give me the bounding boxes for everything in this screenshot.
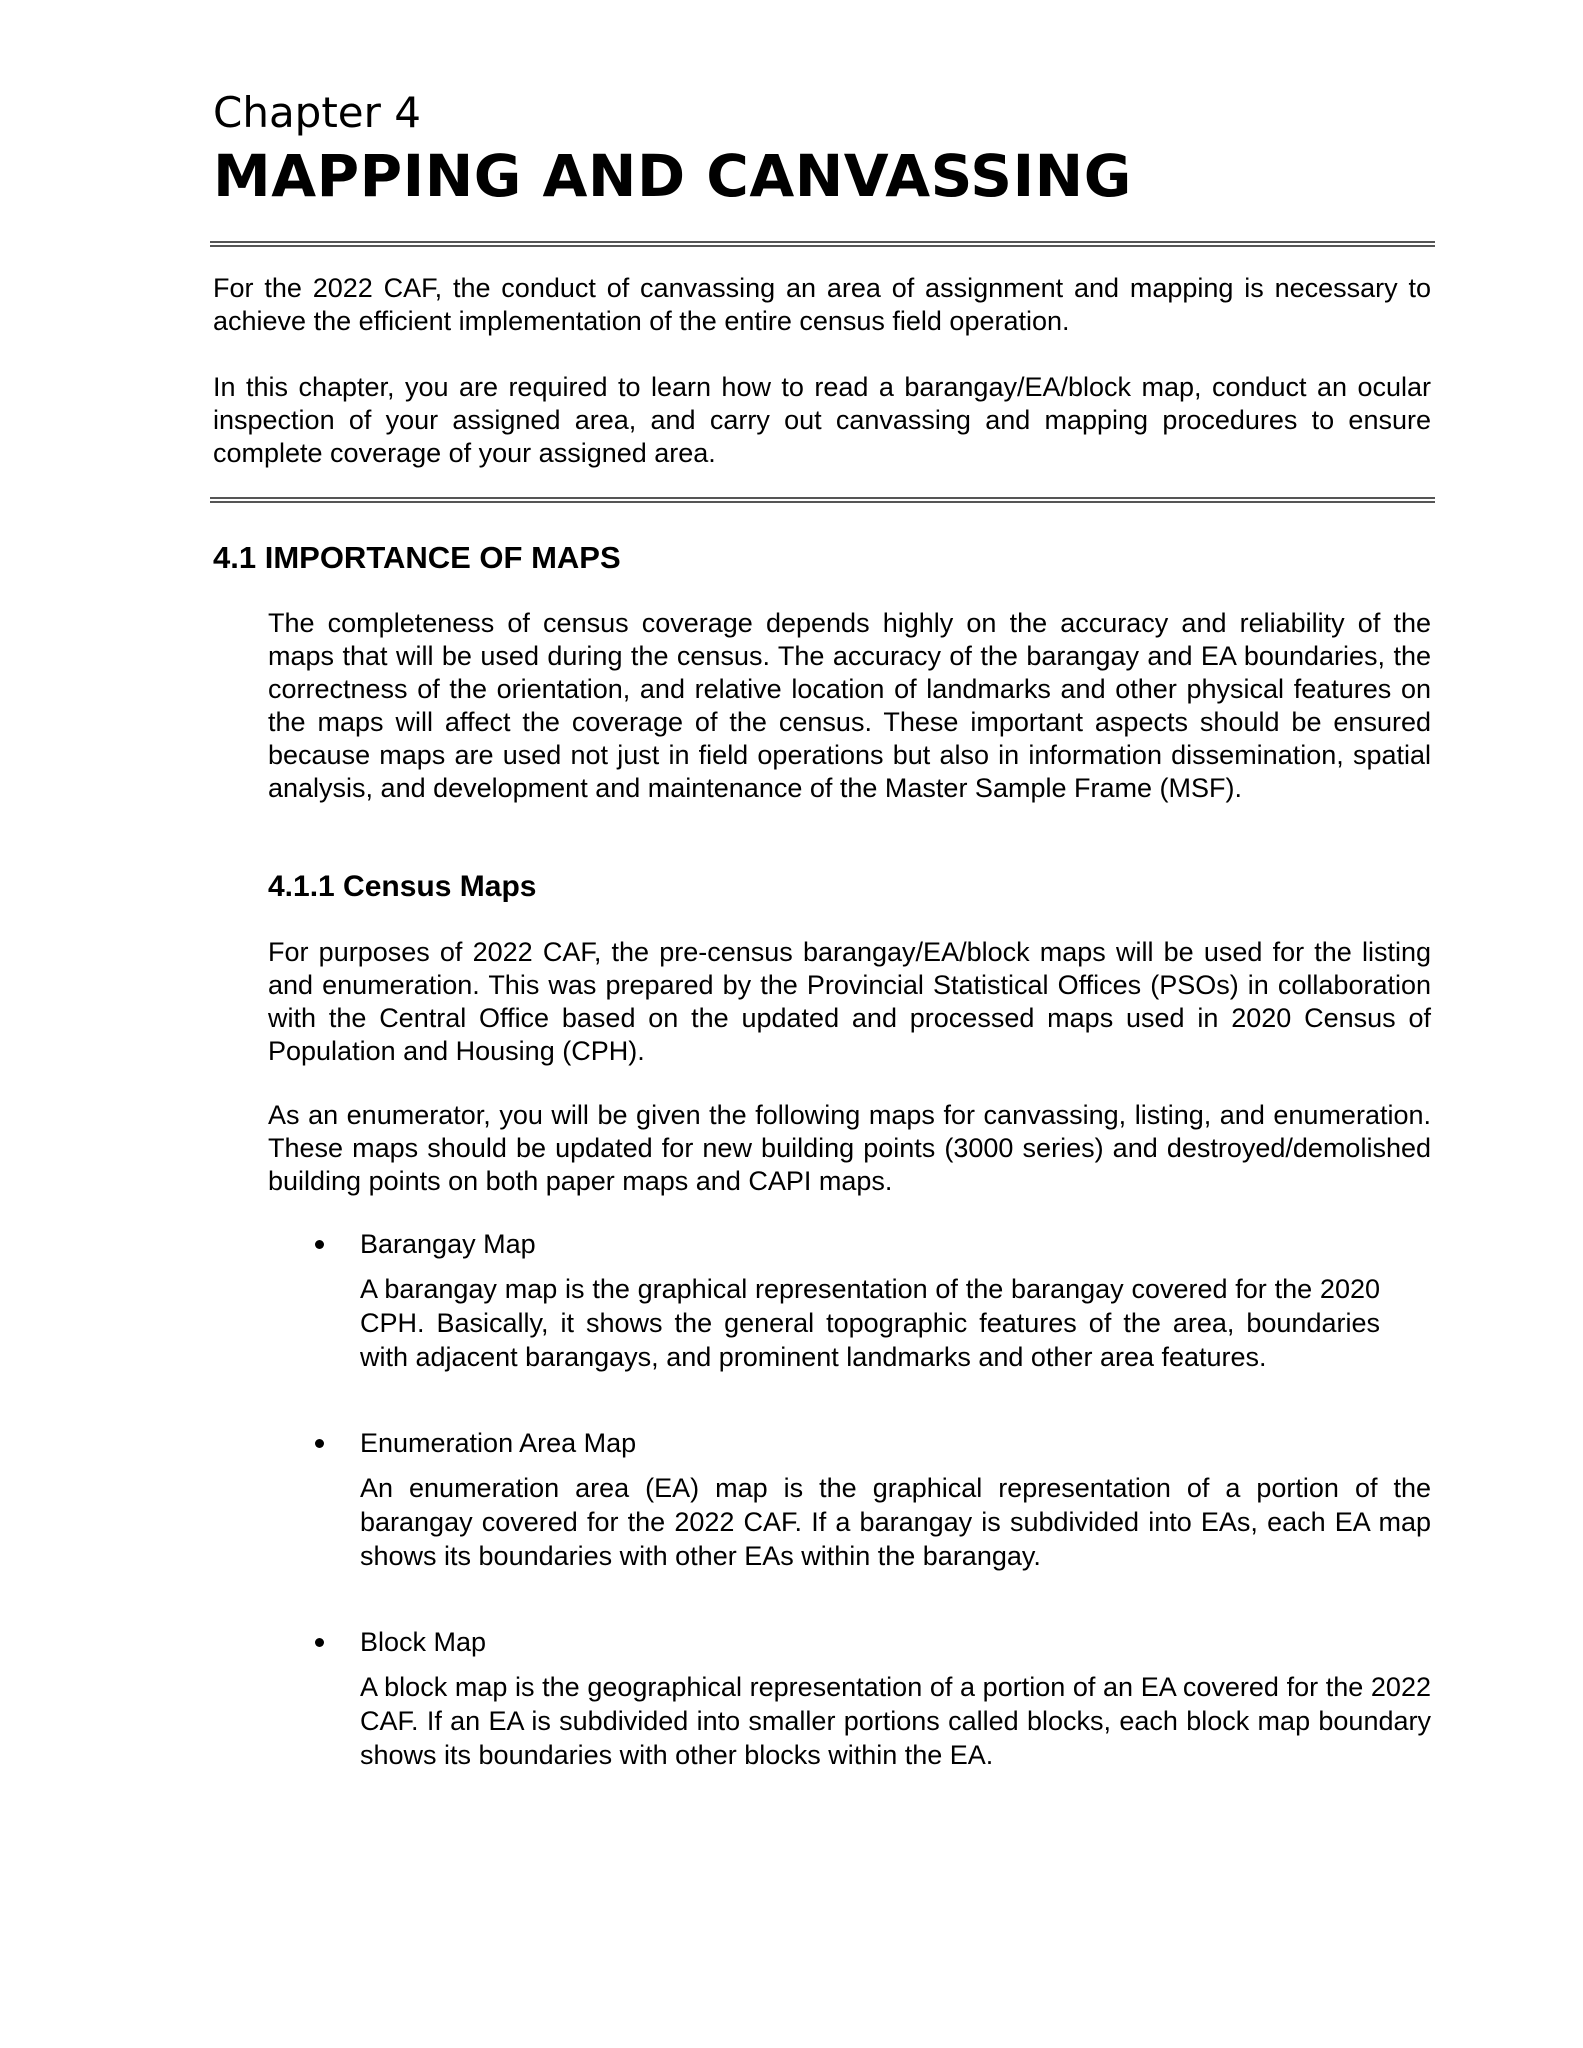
top-divider xyxy=(210,241,1435,247)
map-types-list xyxy=(268,1226,1431,1772)
intro-paragraph: For the 2022 CAF, the conduct of canvassing an area of assignment and mapping is necessary to achieve the efficient implementation of the entire census field operation. xyxy=(213,273,1431,336)
list-item-enumeration-area-map xyxy=(268,1425,1431,1573)
list-item-barangay-map xyxy=(268,1226,1431,1374)
subsection-paragraph: For purposes of 2022 CAF, the pre-census barangay/EA/block maps will be used for the listing and enumeration. This was prepared by the Provincial Statistical Offices (PSOs) in collaboration with the Central Office based on the updated and processed maps used in 2020 Census of Population and Housing (CPH). xyxy=(268,937,1431,1066)
section-paragraph: The completeness of census coverage depends highly on the accuracy and reliability of the maps that will be used during the census. The accuracy of the barangay and EA boundaries, the correctness of the orientation, and relative location of landmarks and other physical features on the maps will affect the coverage of the census. These important aspects should be ensured because maps are used not just in field operations but also in information dissemination, spatial analysis, and development and maintenance of the Master Sample Frame (MSF). xyxy=(268,608,1431,803)
section-heading: 4.1 IMPORTANCE OF MAPS xyxy=(213,540,621,575)
list-item-description: An enumeration area (EA) map is the graphical representation of a portion of the barangay covered for the 2022 CAF. If a barangay is subdivided into EAs, each EA map shows its boundaries with other EAs within the barangay. xyxy=(360,1473,1431,1571)
intro-paragraph: In this chapter, you are required to learn how to read a barangay/EA/block map, conduct an ocular inspection of your assigned area, and carry out canvassing and mapping procedures to ensure complete coverage of your assigned area. xyxy=(213,372,1431,468)
chapter-title: MAPPING AND CANVASSING xyxy=(213,142,1132,210)
list-item-block-map xyxy=(268,1624,1431,1772)
bullet-icon xyxy=(315,1439,324,1448)
chapter-label: Chapter 4 xyxy=(213,88,421,137)
subsection-heading: 4.1.1 Census Maps xyxy=(268,870,537,903)
list-item-title: Block Map xyxy=(360,1627,487,1657)
list-item-description: A block map is the geographical representation of a portion of an EA covered for the 2022 CAF. If an EA is subdivided into smaller portions called blocks, each block map boundary shows its boundaries with other blocks within the EA. xyxy=(360,1672,1431,1770)
list-item-description: A barangay map is the graphical representation of the barangay covered for the 2020 CPH. Basically, it shows the general topographic features of the area, boundaries with adjacent barangays, and prominent landmarks and other area features. xyxy=(360,1274,1380,1372)
bullet-icon xyxy=(315,1240,324,1249)
subsection-paragraph: As an enumerator, you will be given the following maps for canvassing, listing, and enumeration. These maps should be updated for new building points (3000 series) and destroyed/demolished building points on both paper maps and CAPI maps. xyxy=(268,1100,1431,1196)
list-item-title: Barangay Map xyxy=(360,1229,536,1259)
list-item-title: Enumeration Area Map xyxy=(360,1428,637,1458)
bullet-icon xyxy=(315,1638,324,1647)
bottom-divider xyxy=(210,497,1435,503)
